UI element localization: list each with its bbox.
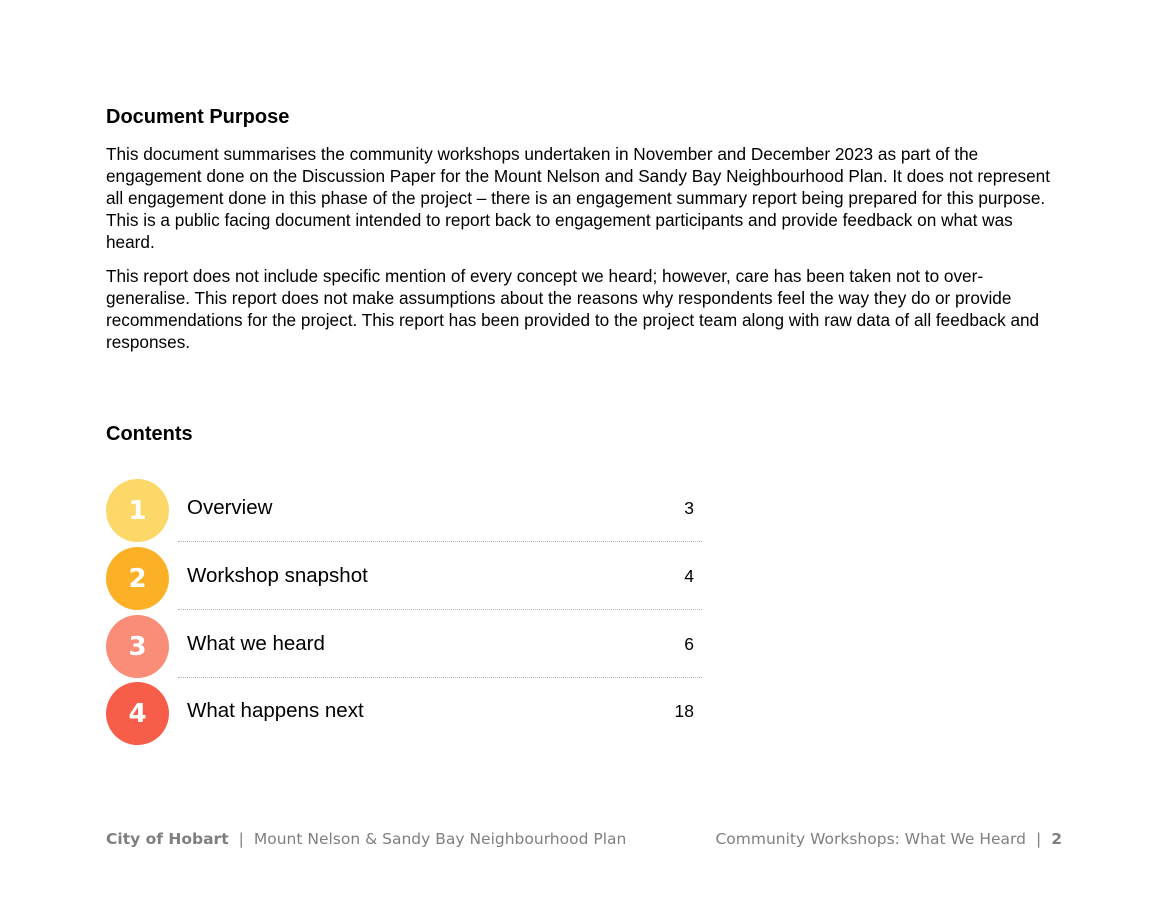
toc-page-number: 4 [684,566,694,586]
toc-page-number: 6 [684,634,694,654]
toc-item-label: Workshop snapshot [187,564,368,587]
toc-item-what-we-heard[interactable] [106,615,702,679]
purpose-paragraph: This report does not include specific mention of every concept we heard; however, care has been taken not to over-generalise. This report does not make assumptions about the reasons why respondents feel the way they do or provide recommendations for the project. This report has been provided to the project team along with raw data of all feedback and responses. [106,266,1040,352]
footer-page-number: 2 [1051,830,1062,848]
toc-number-badge: 4 [106,682,169,745]
footer-plan-title: Mount Nelson & Sandy Bay Neighbourhood Plan [253,830,627,848]
toc-item-label: What happens next [187,699,364,722]
toc-item-what-happens-next[interactable] [106,682,702,746]
footer-right [715,829,1062,849]
toc-item-label: What we heard [187,632,325,655]
toc-number-badge: 2 [106,547,169,610]
toc-divider [178,677,702,678]
toc-divider [178,609,702,610]
toc-item-workshop-snapshot[interactable] [106,547,702,611]
footer-org: City of Hobart [106,830,229,848]
footer-separator: | [238,830,244,848]
footer-separator: | [1035,830,1042,848]
document-purpose-heading: Document Purpose [106,106,290,128]
footer-document-title: Community Workshops: What We Heard [715,830,1026,848]
toc-divider [178,541,702,542]
toc-number-badge: 1 [106,479,169,542]
toc-item-overview[interactable] [106,479,702,543]
contents-heading: Contents [106,423,193,445]
toc-page-number: 3 [684,498,694,518]
footer-left [106,829,626,849]
toc-number-badge: 3 [106,615,169,678]
purpose-paragraph: This document summarises the community workshops undertaken in November and December 2023 as part of the engagement done on the Discussion Paper for the Mount Nelson and Sandy Bay Neighbourhood Plan. It does not represent all engagement done in this phase of the project – there is an engagement summary report being prepared for this purpose. This is a public facing document intended to report back to engagement participants and provide feedback on what was heard. [106,144,1051,252]
toc-item-label: Overview [187,496,273,519]
toc-page-number: 18 [674,701,694,721]
